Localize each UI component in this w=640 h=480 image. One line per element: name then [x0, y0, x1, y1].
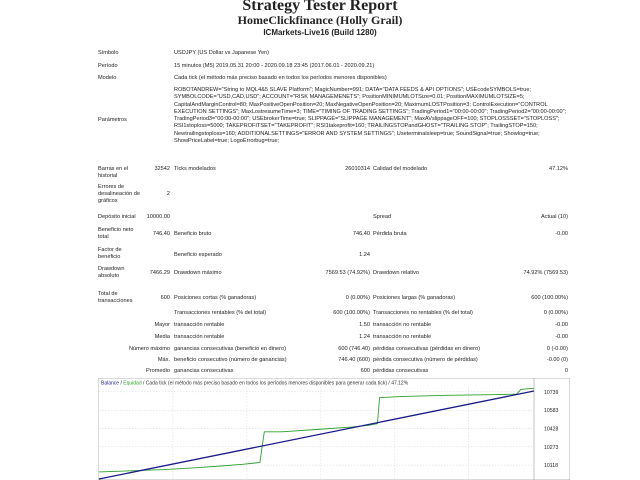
- max-perdida-value: -0.00 (0): [546, 357, 568, 363]
- mayor-rentable-value: 1.50: [359, 322, 370, 328]
- dd-max-value: 7569.53 (74.92%): [325, 270, 370, 276]
- deposito-value: 10000.00: [146, 214, 170, 220]
- max-beneficio-value: 746.40 (600): [338, 357, 370, 363]
- media-label: Media: [154, 334, 170, 340]
- modelo-value: Cada tick (el método más preciso basado en todos los períodos menores disponibles): [174, 75, 387, 81]
- mayor-no-rentable-label: transacción no rentable: [373, 322, 432, 328]
- promedio-ganancias-value: 600: [360, 368, 370, 374]
- total-trans-label: Total de transacciones: [98, 291, 133, 304]
- beneficio-esperado-label: Beneficio esperado: [174, 252, 222, 258]
- calidad-label: Calidad del modelado: [373, 166, 428, 172]
- media-no-rentable-label: transacción no rentable: [373, 334, 432, 340]
- promedio-perdidas-value: 0: [564, 368, 568, 374]
- factor-label: Factor de beneficio: [98, 247, 122, 260]
- nmax-perdidas-label: pérdidas consecutivas (pérdidas en dinero): [373, 346, 480, 352]
- legend-description: / Cada tick (el método más preciso basado en todos los períodos menores disponibles para generar cada tick) / 47.12%: [143, 380, 409, 387]
- mayor-label: Mayor: [154, 322, 170, 328]
- y-tick-label: 10739: [544, 389, 559, 396]
- modelo-label: Modelo: [98, 75, 117, 81]
- deposito-label: Depósito inicial: [98, 214, 136, 220]
- legend-equidad: Equidad: [123, 380, 142, 387]
- max-beneficio-label: beneficio consecutivo (número de ganancias): [174, 357, 287, 363]
- mayor-no-rentable-value: -0.00: [555, 322, 568, 328]
- y-tick-label: 10273: [544, 444, 559, 451]
- trans-rentables-value: 600 (100.00%): [333, 310, 370, 316]
- dd-rel-value: 74.92% (7569.53): [523, 270, 568, 276]
- chart-legend: [101, 381, 409, 387]
- simbolo-value: USDJPY (US Dollar vs Japanese Yen): [174, 50, 270, 56]
- dd-max-label: Drawdown máximo: [174, 270, 222, 276]
- periodo-label: Período: [98, 63, 118, 69]
- promedio-perdidas-label: pérdidas consecutivas: [373, 368, 429, 374]
- beneficio-esperado-value: 1.24: [359, 252, 370, 258]
- media-rentable-value: 1.24: [359, 334, 370, 340]
- legend-balance: Balance: [101, 380, 120, 387]
- parametros-label: Parámetros: [98, 117, 127, 123]
- nmax-perdidas-value: 0 (-0.00): [546, 346, 568, 352]
- trans-no-rentables-value: 0 (0.00%): [543, 310, 568, 316]
- media-rentable-label: transacción rentable: [174, 334, 225, 340]
- ticks-value: 26010314: [345, 166, 370, 172]
- barras-label: Barras en el historial: [98, 166, 129, 179]
- beneficio-bruto-value: 746.40: [352, 231, 370, 237]
- cortas-label: Posiciones cortas (% ganadoras): [174, 295, 257, 301]
- spread-label: Spread: [373, 214, 392, 220]
- perdida-bruta-label: Pérdida bruta: [373, 231, 407, 237]
- numero-maximo-label: Número máximo: [128, 346, 170, 352]
- nmax-ganancias-label: ganancias consecutivas (beneficio en dinero): [174, 346, 286, 352]
- media-no-rentable-value: -0.00: [555, 334, 568, 340]
- max-perdida-label: pérdida consecutiva (número de pérdidas): [373, 357, 478, 363]
- spread-value: Actual (10): [540, 214, 568, 220]
- beneficio-bruto-label: Beneficio bruto: [174, 231, 212, 237]
- largas-label: Posiciones largas (% ganadoras): [373, 295, 456, 301]
- parametros-value: ROBOTANDREW="String to MQL4&5 SLAVE Platform"; MagicNumber=991; DATA="DATA FEEDS & API OPTIONS"; USEcodeSYMBOLS=true; SYMBOLCODE="USD,CAD,USD"; ACCOUNT="RISK MANAGEMENETS"; PositionMINIMUMLOTSize=0.01; PositionMAXIMUMLOTSIZE=5; CapitalAndMarginControl=80; MaxPositiveOpenPosition=20; MaxNegativeOpenPosition=20; MaximumLOSTPosition=3; ControlExecution="CONTROL EXECUTION SETTINGS"; MaxLostresumeTime=3; TIME="TIMING OF TRADING SETTINGS"; TradingPeriod1="00:00-00:00"; TradingPeriod2="00:00-00:00"; TradingPeriod3="00:00-00:00"; USEbrokerTime=true; SLIPPAGE="SLIPPAGE MANAGEMENT"; MaxAVslippageOFF=100; STOPLOSSSET="STOPLOSS"; RSI1stoploss=5000; TAKEPROFITSET="TAKEPROFIT"; RSI1takeprofit=160; TRAILINGSTOPandGHOST="TRAILING STOP"; TrailingSTOP=150; Newtrailingstoploss=160; ADDITIONALSETTINGS="ERROR AND SYSTEM SETTINGS"; Useterminalsleep=true; SoundSignal=true; Showlog=true; ShowPriceLabel=true; LogoErrorbug=true;: [174, 87, 567, 145]
- cortas-value: 0 (0.00%): [345, 295, 370, 301]
- ticks-label: Ticks modelados: [174, 166, 216, 172]
- errores-value: 2: [166, 191, 170, 197]
- server-name: ICMarkets-Live16 (Build 1280): [263, 28, 377, 37]
- total-trans-value: 600: [160, 295, 170, 301]
- dd-abs-value: 7466.29: [149, 270, 170, 276]
- nmax-ganancias-value: 600 (746.40): [338, 346, 370, 352]
- max-label: Máx.: [157, 357, 170, 363]
- y-tick-label: 10583: [544, 408, 559, 415]
- simbolo-label: Símbolo: [98, 50, 119, 56]
- promedio-ganancias-label: ganancias consecutivas: [174, 368, 234, 374]
- largas-value: 600 (100.00%): [531, 295, 568, 301]
- barras-value: 32542: [154, 166, 170, 172]
- periodo-value: 15 minutos (M5) 2019.05.31 20:00 - 2020.09.18 23:45 (2017.06.01 - 2020.09.21): [174, 63, 375, 69]
- perdida-bruta-value: -0.00: [555, 231, 568, 237]
- report-subtitle: HomeClickfinance (Holly Grail): [237, 13, 403, 27]
- balance-chart: [98, 378, 570, 480]
- y-tick-label: 10118: [544, 463, 559, 470]
- dd-rel-label: Drawdown relativo: [373, 270, 420, 276]
- mayor-rentable-label: transacción rentable: [174, 322, 225, 328]
- legend-separator: /: [120, 380, 122, 387]
- report-title: Strategy Tester Report: [242, 0, 398, 14]
- promedio-label: Promedio: [146, 368, 170, 374]
- y-tick-label: 10428: [544, 426, 559, 433]
- trans-rentables-label: Transacciones rentables (% del total): [174, 310, 267, 316]
- trans-no-rentables-label: Transacciones no rentables (% del total): [373, 310, 473, 316]
- errores-label: Errores de desalineación de gráficos: [98, 184, 140, 204]
- beneficio-neto-label: Beneficio neto total: [98, 227, 134, 240]
- beneficio-neto-value: 746.40: [152, 231, 170, 237]
- dd-abs-label: Drawdown absoluto: [98, 266, 125, 279]
- calidad-value: 47.12%: [549, 166, 568, 172]
